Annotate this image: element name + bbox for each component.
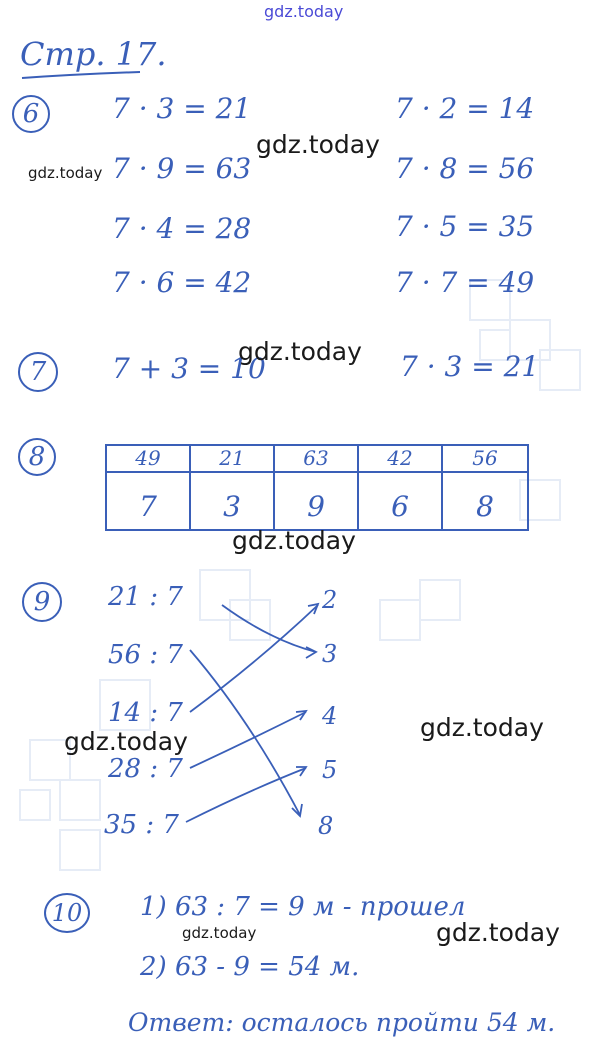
- watermark: gdz.today: [28, 164, 103, 182]
- watermark: gdz.today: [238, 337, 362, 366]
- task10-answer: Ответ: осталось пройти 54 м.: [128, 1008, 556, 1037]
- task7-left: 7 + 3 = 10: [112, 352, 266, 385]
- task9-expression: 56 : 7: [108, 640, 183, 670]
- task6-left-2: 7 · 9 = 63: [112, 152, 252, 185]
- task6-right-2: 7 · 8 = 56: [395, 152, 535, 185]
- watermark-top: gdz.today: [264, 2, 344, 21]
- watermark: gdz.today: [64, 727, 188, 756]
- task6-left-3: 7 · 4 = 28: [112, 212, 252, 245]
- task6-right-3: 7 · 5 = 35: [395, 210, 535, 243]
- task10-line2: 2) 63 - 9 = 54 м.: [140, 952, 360, 982]
- task7-number: 7: [29, 357, 47, 387]
- task7-right: 7 · 3 = 21: [400, 350, 540, 383]
- task8-bottom-cell: 9: [307, 490, 325, 523]
- watermark: gdz.today: [232, 526, 356, 555]
- task8-top-cell: 63: [303, 446, 329, 470]
- arrow-21-to-3: [222, 605, 316, 652]
- task9-expression: 21 : 7: [108, 582, 183, 612]
- arrow-14-to-2: [190, 605, 318, 712]
- task6-left-1: 7 · 3 = 21: [112, 92, 252, 125]
- task8-number: 8: [28, 442, 46, 472]
- task8-top-cell: 21: [219, 446, 245, 470]
- watermark: gdz.today: [436, 918, 560, 947]
- task8-bottom-cell: 8: [476, 490, 494, 523]
- task9-answer: 3: [322, 640, 338, 668]
- task9-answer: 8: [318, 812, 334, 840]
- page-header: Стр. 17.: [20, 35, 167, 73]
- task6-number: 6: [22, 99, 40, 129]
- task6-right-4: 7 · 7 = 49: [395, 266, 535, 299]
- task8-top-cell: 56: [472, 446, 498, 470]
- task9-answer: 4: [322, 702, 338, 730]
- task9-expression: 28 : 7: [108, 754, 183, 784]
- watermark: gdz.today: [256, 130, 380, 159]
- task9-expression: 14 : 7: [108, 698, 183, 728]
- task9-number: 9: [33, 587, 51, 617]
- task8-bottom-cell: 7: [139, 490, 157, 523]
- arrow-35-to-5: [186, 768, 306, 822]
- task8-top-cell: 49: [135, 446, 161, 470]
- task9-expression: 35 : 7: [104, 810, 179, 840]
- task10-number: 10: [51, 899, 83, 927]
- task10-number-circle: [44, 893, 90, 933]
- task10-line1: 1) 63 : 7 = 9 м - прошел: [140, 892, 466, 922]
- task8-bottom-cell: 6: [391, 490, 409, 523]
- arrow-28-to-4: [190, 712, 306, 768]
- task9-answer: 2: [322, 586, 338, 614]
- task8-bottom-cell: 3: [223, 490, 241, 523]
- watermark: gdz.today: [420, 713, 544, 742]
- task9-answer: 5: [322, 756, 338, 784]
- task8-top-cell: 42: [387, 446, 413, 470]
- watermark: gdz.today: [182, 924, 257, 942]
- task6-right-1: 7 · 2 = 14: [395, 92, 535, 125]
- task6-left-4: 7 · 6 = 42: [112, 266, 252, 299]
- arrow-56-to-8: [190, 650, 300, 815]
